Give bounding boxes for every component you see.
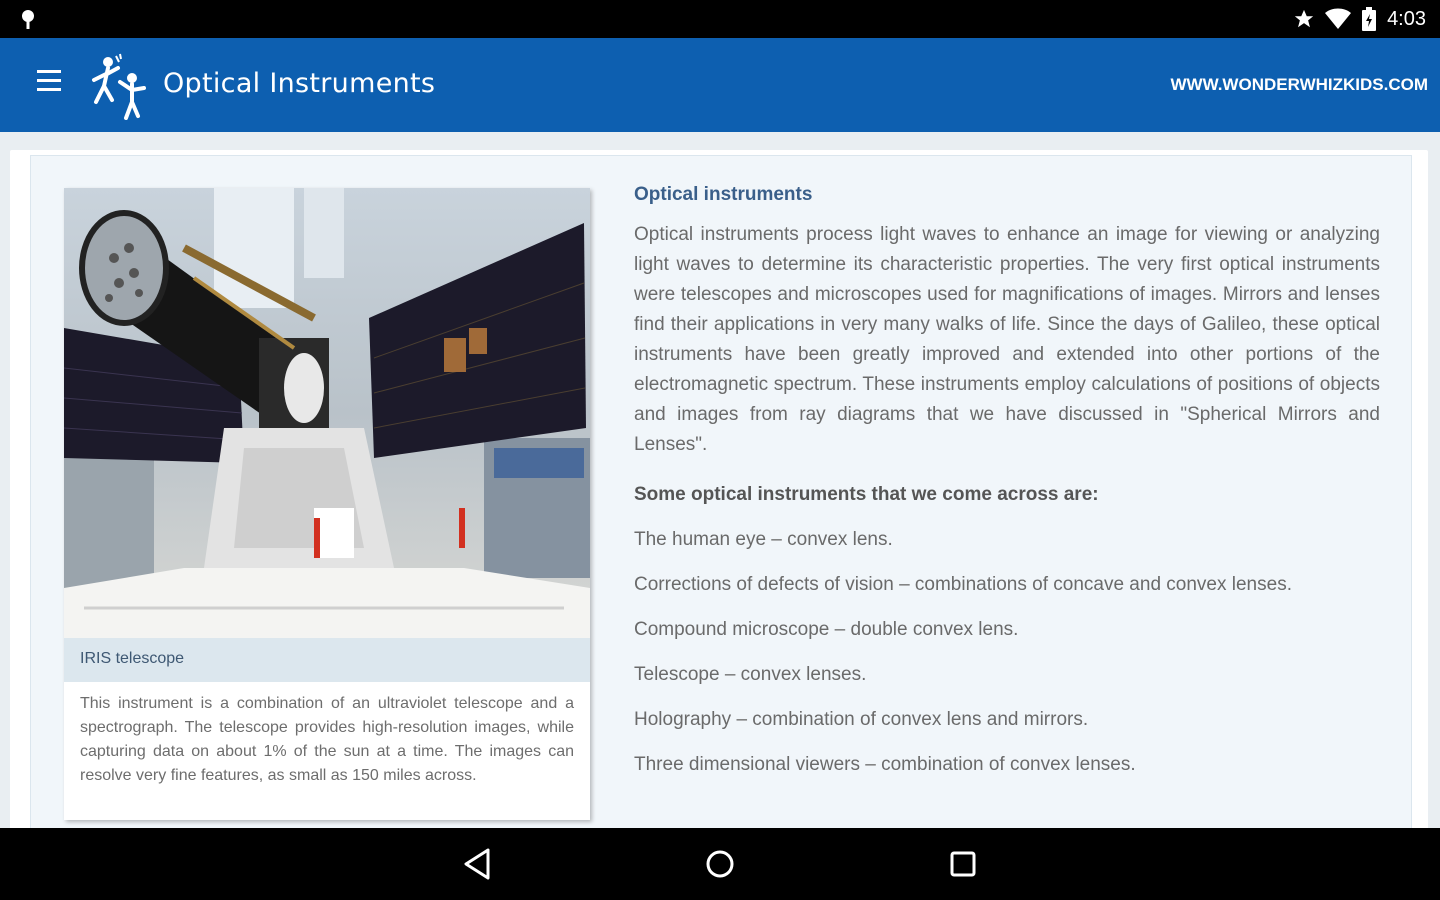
app-bar — [0, 38, 1440, 132]
wifi-icon — [1325, 8, 1351, 30]
figure-caption-text: This instrument is a combination of an ultraviolet telescope and a spectrograph. The telescope provides high-resolution images, while capturing data on about 1% of the sun at a time. The images can resolve very fine features, as small as 150 miles across. — [80, 695, 574, 784]
content-panel — [30, 155, 1412, 828]
notification-icon — [18, 8, 38, 30]
list-item: Three dimensional viewers – combination of convex lenses. — [634, 754, 1136, 775]
list-item: Holography – combination of convex lens and mirrors. — [634, 709, 1089, 730]
list-item: The human eye – convex lens. — [634, 529, 893, 550]
clock: 4:03 — [1387, 7, 1426, 30]
figure-caption-title: IRIS telescope — [64, 638, 590, 682]
recents-icon[interactable] — [943, 846, 983, 882]
list-item: Compound microscope – double convex lens. — [634, 619, 1019, 640]
article-subheading: Some optical instruments that we come across are: — [634, 484, 1099, 505]
article-paragraph: Optical instruments process light waves to enhance an image for viewing or analyzing light waves to determine its characteristic properties. The very first optical instruments were telescopes and microscopes used for magnifications of images. Mirrors and lenses find their applications in very many walks of life. Since the days of Galileo, these optical instruments have been greatly improved and extended into other portions of the electromagnetic spectrum. These instruments employ calculations of positions of objects and images from ray diagrams that we have discussed in "Spherical Mirrors and Lenses". — [634, 224, 1380, 455]
home-icon[interactable] — [700, 846, 740, 882]
article-heading: Optical instruments — [634, 184, 813, 205]
status-bar — [0, 0, 1440, 38]
article — [634, 184, 1380, 798]
page-title: Optical Instruments — [163, 68, 436, 99]
site-link[interactable]: WWW.WONDERWHIZKIDS.COM — [1170, 75, 1428, 94]
list-item: Telescope – convex lenses. — [634, 664, 867, 685]
back-icon[interactable] — [458, 846, 498, 882]
content-area[interactable] — [0, 132, 1440, 828]
navigation-bar — [0, 828, 1440, 900]
telescope-photo — [64, 188, 590, 638]
star-icon — [1293, 8, 1315, 30]
list-item: Corrections of defects of vision – combinations of concave and convex lenses. — [634, 574, 1292, 595]
menu-button[interactable] — [32, 70, 66, 100]
battery-icon — [1361, 7, 1377, 31]
content-card — [10, 150, 1428, 828]
figure-card — [64, 188, 590, 820]
app-logo — [86, 52, 156, 120]
